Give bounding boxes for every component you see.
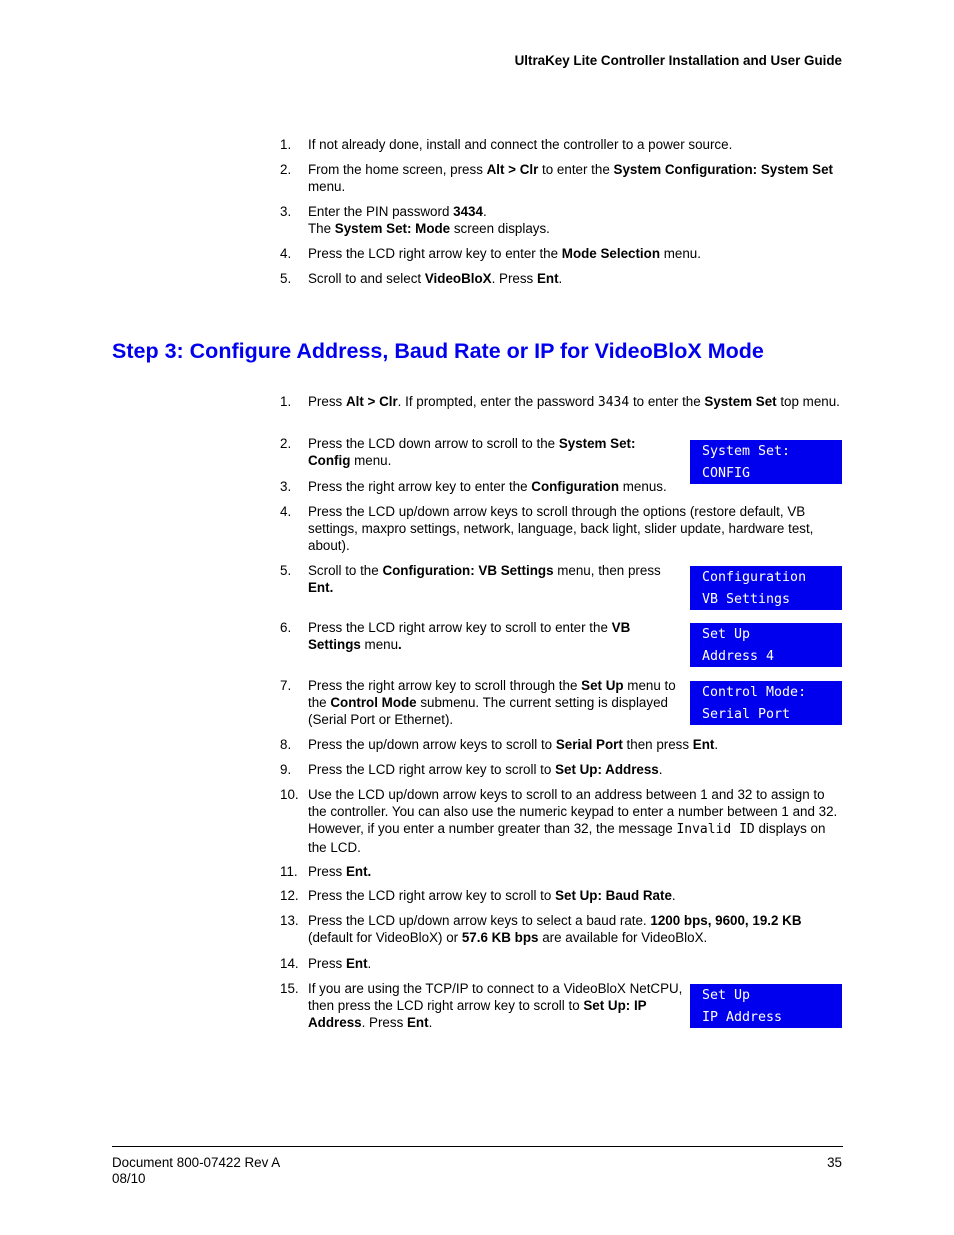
- step-number: 8.: [280, 737, 292, 752]
- step-number: 2.: [280, 436, 292, 451]
- lcd-screen: Set Up IP Address: [690, 984, 842, 1028]
- step-number: 9.: [280, 762, 292, 777]
- step-number: 11.: [280, 864, 298, 879]
- document-date: 08/10: [112, 1171, 146, 1186]
- step-number: 2.: [280, 162, 292, 177]
- section-heading: Step 3: Configure Address, Baud Rate or IP for VideoBloX Mode: [112, 339, 764, 363]
- step-number: 6.: [280, 620, 292, 635]
- step-text: From the home screen, press Alt > Clr to enter the System Configuration: System Set menu.: [308, 162, 834, 195]
- step-number: 3.: [280, 479, 292, 494]
- step-text: Press the right arrow key to enter the Configuration menus.: [308, 479, 667, 494]
- step-text: Press the LCD right arrow key to scroll to Set Up: Address.: [308, 762, 663, 777]
- step-number: 1.: [280, 137, 292, 152]
- step-text: Press Alt > Clr. If prompted, enter the password 3434 to enter the System Set top menu.: [308, 394, 840, 410]
- step-text: Press the LCD up/down arrow keys to scroll through the options (restore default, VB settings, maxpro settings, network, language, back light, slider update, hardware test, about).: [308, 504, 814, 554]
- step-number: 4.: [280, 504, 292, 519]
- lcd-screen: System Set: CONFIG: [690, 440, 842, 484]
- step-text: Press the LCD right arrow key to scroll to Set Up: Baud Rate.: [308, 888, 676, 903]
- step-text: Use the LCD up/down arrow keys to scroll to an address between 1 and 32 to assign to the controller. You can also use the numeric keypad to enter a number between 1 and 32. However, if you enter a number greater than 32, the message Invalid ID displays on the LCD.: [308, 787, 838, 855]
- step-number: 7.: [280, 678, 292, 693]
- document-number: Document 800-07422 Rev A: [112, 1155, 281, 1170]
- step-text: Press the right arrow key to scroll through the Set Up menu to the Control Mode submenu. The current setting is displayed (Serial Port or Ethernet).: [308, 678, 676, 728]
- step-text: If not already done, install and connect the controller to a power source.: [308, 137, 733, 152]
- step-text: Enter the PIN password 3434. The System Set: Mode screen displays.: [308, 204, 550, 237]
- step-number: 13.: [280, 913, 299, 928]
- step-number: 5.: [280, 563, 292, 578]
- step-text: Press the LCD right arrow key to scroll to enter the VB Settings menu.: [308, 620, 631, 653]
- step-number: 1.: [280, 394, 292, 409]
- lcd-screen: Configuration VB Settings: [690, 566, 842, 610]
- step-text: Press the LCD right arrow key to enter the Mode Selection menu.: [308, 246, 701, 261]
- lcd-screen: Control Mode: Serial Port: [690, 681, 842, 725]
- page-number: 35: [827, 1155, 842, 1170]
- step-number: 14.: [280, 956, 299, 971]
- step-number: 12.: [280, 888, 299, 903]
- step-number: 3.: [280, 204, 292, 219]
- footer-document-info: [112, 1155, 280, 1187]
- step-number: 4.: [280, 246, 292, 261]
- step-number: 5.: [280, 271, 292, 286]
- step-text: Press the LCD up/down arrow keys to select a baud rate. 1200 bps, 9600, 19.2 KB (default for VideoBloX) or 57.6 KB bps are available for VideoBloX.: [308, 913, 802, 946]
- step-number: 15.: [280, 981, 299, 996]
- step-text: Press Ent.: [308, 864, 372, 879]
- lcd-screen: Set Up Address 4: [690, 623, 842, 667]
- running-header: UltraKey Lite Controller Installation and User Guide: [514, 53, 842, 68]
- step-text: Scroll to the Configuration: VB Settings menu, then press Ent.: [308, 563, 661, 596]
- step-text: Press the LCD down arrow to scroll to the System Set: Config menu.: [308, 436, 636, 469]
- step-text: Press Ent.: [308, 956, 372, 971]
- step-text: Press the up/down arrow keys to scroll to Serial Port then press Ent.: [308, 737, 719, 752]
- step-text: Scroll to and select VideoBloX. Press Ent.: [308, 271, 563, 286]
- footer-rule: [112, 1146, 843, 1147]
- step-text: If you are using the TCP/IP to connect to a VideoBloX NetCPU, then press the LCD right arrow key to scroll to Set Up: IP Address. Press Ent.: [308, 981, 683, 1031]
- step-number: 10.: [280, 787, 299, 802]
